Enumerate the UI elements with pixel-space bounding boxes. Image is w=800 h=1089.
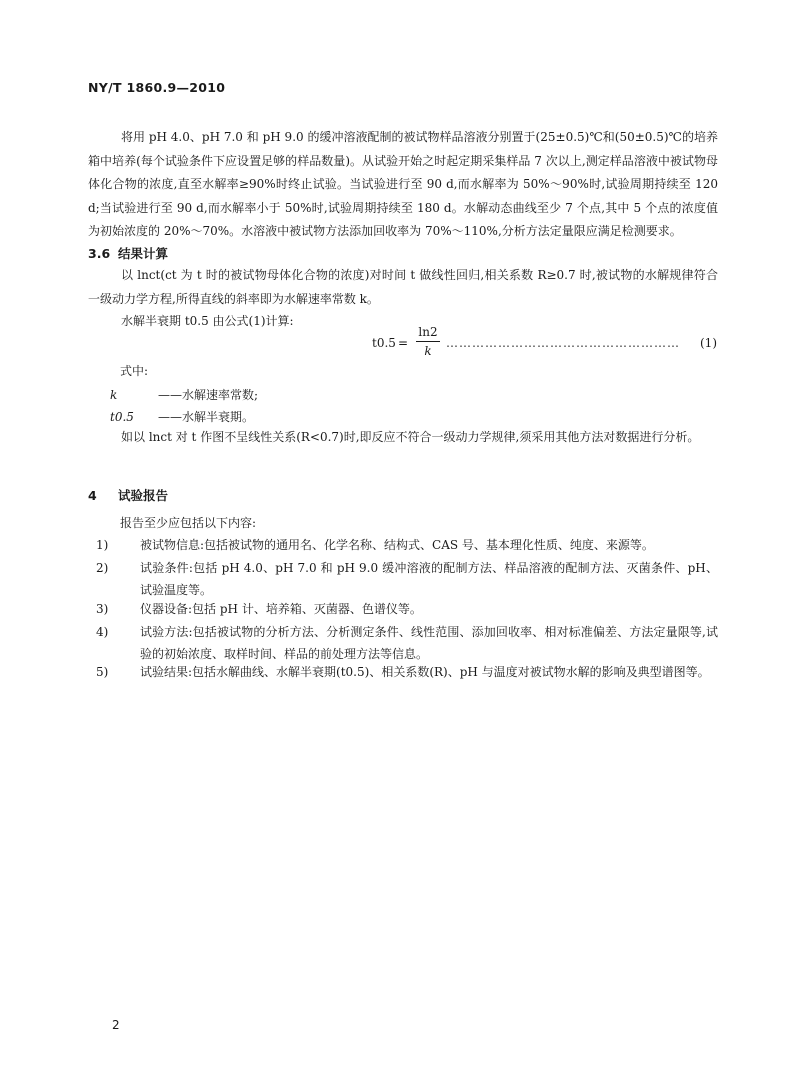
section-3-6-para2: 水解半衰期 t0.5 由公式(1)计算: xyxy=(121,314,294,328)
formula-lhs: t0.5 xyxy=(372,336,396,350)
list-item-number: 4) xyxy=(96,625,109,639)
list-item-number: 1) xyxy=(96,538,109,552)
list-item-text: 试验条件:包括 pH 4.0、pH 7.0 和 pH 9.0 缓冲溶液的配制方法、样品溶液的配制方法、灭菌条件、pH、试验温度等。 xyxy=(140,561,718,597)
section-3-6-heading xyxy=(88,244,168,262)
section-3-6-title: 结果计算 xyxy=(118,246,169,261)
standard-number-header: NY/T 1860.9—2010 xyxy=(88,80,226,95)
definition-text: ——水解半衰期。 xyxy=(158,410,255,424)
formula-1 xyxy=(372,324,717,362)
section-4-intro: 报告至少应包括以下内容: xyxy=(120,516,257,530)
formula-denominator: k xyxy=(424,344,432,358)
definition-t05 xyxy=(110,408,254,425)
definition-symbol: k xyxy=(110,388,118,402)
section-3-6-para1: 以 lnct(ct 为 t 时的被试物母体化合物的浓度)对时间 t 做线性回归,相关系数 R≥0.7 时,被试物的水解规律符合一级动力学方程,所得直线的斜率即为水解速率常数 k。 xyxy=(88,268,718,306)
definition-k xyxy=(110,386,258,403)
formula-numerator: ln2 xyxy=(418,325,438,339)
list-item-text: 试验方法:包括被试物的分析方法、分析测定条件、线性范围、添加回收率、相对标准偏差、方法定量限等,试验的初始浓度、取样时间、样品的前处理方法等信息。 xyxy=(140,625,718,661)
list-item-text: 被试物信息:包括被试物的通用名、化学名称、结构式、CAS 号、基本理化性质、纯度、来源等。 xyxy=(140,538,654,552)
list-item-text: 仪器设备:包括 pH 计、培养箱、灭菌器、色谱仪等。 xyxy=(140,602,422,616)
section-3-6-para3: 如以 lnct 对 t 作图不呈线性关系(R<0.7)时,即反应不符合一级动力学规律,须采用其他方法对数据进行分析。 xyxy=(121,430,700,444)
formula-fraction xyxy=(416,324,440,359)
list-item-number: 2) xyxy=(96,561,109,575)
definition-text: ——水解速率常数; xyxy=(158,388,259,402)
section-4-title: 试验报告 xyxy=(118,488,169,503)
formula-equals: = xyxy=(398,336,409,350)
page-number: 2 xyxy=(112,1018,120,1032)
paragraph-3-5: 将用 pH 4.0、pH 7.0 和 pH 9.0 的缓冲溶液配制的被试物样品溶液分别置于(25±0.5)℃和(50±0.5)℃的培养箱中培养(每个试验条件下应设置足够的样品数量)。从试验开始之时起定期采集样品 7 次以上,测定样品溶液中被试物母体化合物的浓度,直至水解率≥90%时终止试验。当试验进行至 90 d,而水解率为 50%～90%时,试验周期持续至 120 d;当试验进行至 90 d,而水解率小于 50%时,试验周期持续至 180 d。水解动态曲线至少 7 个点,其中 5 个点的浓度值为初始浓度的 20%～70%。水溶液中被试物方法添加回收率为 70%～110%,分析方法定量限应满足检测要求。 xyxy=(88,130,718,238)
formula-number: (1) xyxy=(700,336,717,350)
definition-symbol: t0.5 xyxy=(110,410,134,424)
where-label: 式中: xyxy=(120,364,149,378)
formula-leader-dots: ……………………………………………… xyxy=(446,336,680,350)
section-4-number: 4 xyxy=(88,488,97,503)
list-item-number: 3) xyxy=(96,602,109,616)
list-item-text: 试验结果:包括水解曲线、水解半衰期(t0.5)、相关系数(R)、pH 与温度对被试物水解的影响及典型谱图等。 xyxy=(140,665,710,679)
fraction-bar xyxy=(416,341,440,342)
section-4-heading xyxy=(88,486,168,504)
section-3-6-number: 3.6 xyxy=(88,246,111,261)
list-item-number: 5) xyxy=(96,665,109,679)
